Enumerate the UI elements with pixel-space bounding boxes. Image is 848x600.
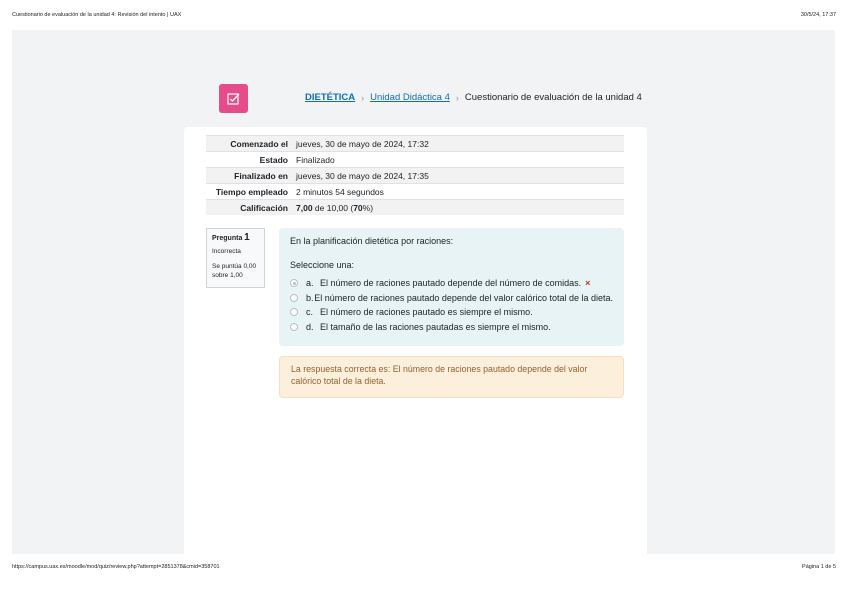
breadcrumb-unit-link[interactable]: Unidad Didáctica 4 xyxy=(370,92,450,103)
radio-button[interactable] xyxy=(290,294,298,302)
print-header xyxy=(12,12,836,18)
answer-letter: b. xyxy=(306,292,314,303)
answer-text: El tamaño de las raciones pautadas es siempre el mismo. xyxy=(320,322,551,333)
question-label: Pregunta xyxy=(212,235,243,242)
summary-label: Comenzado el xyxy=(230,139,288,149)
question-formulation xyxy=(279,228,624,346)
print-footer-url: https://campus.uax.es/moodle/mod/quiz/review.php?attempt=2851378&cmid=358701 xyxy=(12,564,220,570)
answer-letter: c. xyxy=(306,307,314,318)
question-grade: Se puntúa 0,00 sobre 1,00 xyxy=(212,263,257,279)
question-text: En la planificación dietética por raciones: xyxy=(290,236,454,246)
question-number: 1 xyxy=(244,232,250,243)
summary-value: jueves, 30 de mayo de 2024, 17:32 xyxy=(296,139,429,149)
summary-label: Estado xyxy=(259,155,288,165)
breadcrumb-course-link[interactable]: DIETÉTICA xyxy=(305,92,356,103)
answer-prompt: Seleccione una: xyxy=(290,260,355,270)
summary-label: Calificación xyxy=(240,203,288,213)
quiz-icon xyxy=(219,84,248,113)
grade-close: %) xyxy=(362,203,374,213)
summary-value: jueves, 30 de mayo de 2024, 17:35 xyxy=(296,171,429,181)
summary-row-started xyxy=(206,136,624,152)
page-header xyxy=(219,84,248,113)
summary-label: Tiempo empleado xyxy=(215,187,288,197)
summary-row-time-taken xyxy=(206,184,624,200)
answer-option-d xyxy=(290,320,613,335)
summary-label: Finalizado en xyxy=(234,171,288,181)
correct-answer-feedback: La respuesta correcta es: El número de raciones pautado depende del valor calórico total de la dieta. xyxy=(279,356,624,398)
question-state: Incorrecta xyxy=(212,248,241,255)
print-header-datetime: 30/5/24, 17:37 xyxy=(800,12,836,18)
summary-value xyxy=(292,200,624,216)
summary-row-grade xyxy=(206,200,624,216)
radio-button[interactable] xyxy=(290,323,298,331)
radio-button[interactable] xyxy=(290,279,298,287)
print-header-title: Cuestionario de evaluación de la unidad 4: Revisión del intento | UAX xyxy=(12,12,182,18)
answer-option-c xyxy=(290,305,613,320)
chevron-right-icon: › xyxy=(455,92,459,103)
answer-text: El número de raciones pautado depende del valor calórico total de la dieta. xyxy=(314,292,613,303)
radio-button[interactable] xyxy=(290,308,298,316)
answer-letter: d. xyxy=(306,322,314,333)
answer-list xyxy=(290,276,613,334)
grade-score: 7,00 xyxy=(296,203,313,213)
print-footer-page: Página 1 de 5 xyxy=(802,564,836,570)
summary-row-completed xyxy=(206,168,624,184)
answer-text: El número de raciones pautado es siempre el mismo. xyxy=(320,307,533,318)
summary-value: 2 minutos 54 segundos xyxy=(296,187,384,197)
answer-option-a xyxy=(290,276,613,291)
answer-letter: a. xyxy=(306,278,314,289)
chevron-right-icon: › xyxy=(361,92,365,103)
answer-option-b xyxy=(290,291,613,306)
attempt-summary-table xyxy=(206,135,624,215)
question-info xyxy=(206,228,265,288)
answer-text: El número de raciones pautado depende del número de comidas. xyxy=(320,278,582,289)
grade-percent: 70 xyxy=(353,203,363,213)
incorrect-icon: × xyxy=(585,278,591,289)
grade-of: de 10,00 ( xyxy=(314,203,354,213)
summary-row-state xyxy=(206,152,624,168)
print-footer xyxy=(12,564,836,570)
summary-value: Finalizado xyxy=(296,155,335,165)
breadcrumb xyxy=(305,92,642,103)
breadcrumb-current: Cuestionario de evaluación de la unidad 4 xyxy=(464,92,642,103)
